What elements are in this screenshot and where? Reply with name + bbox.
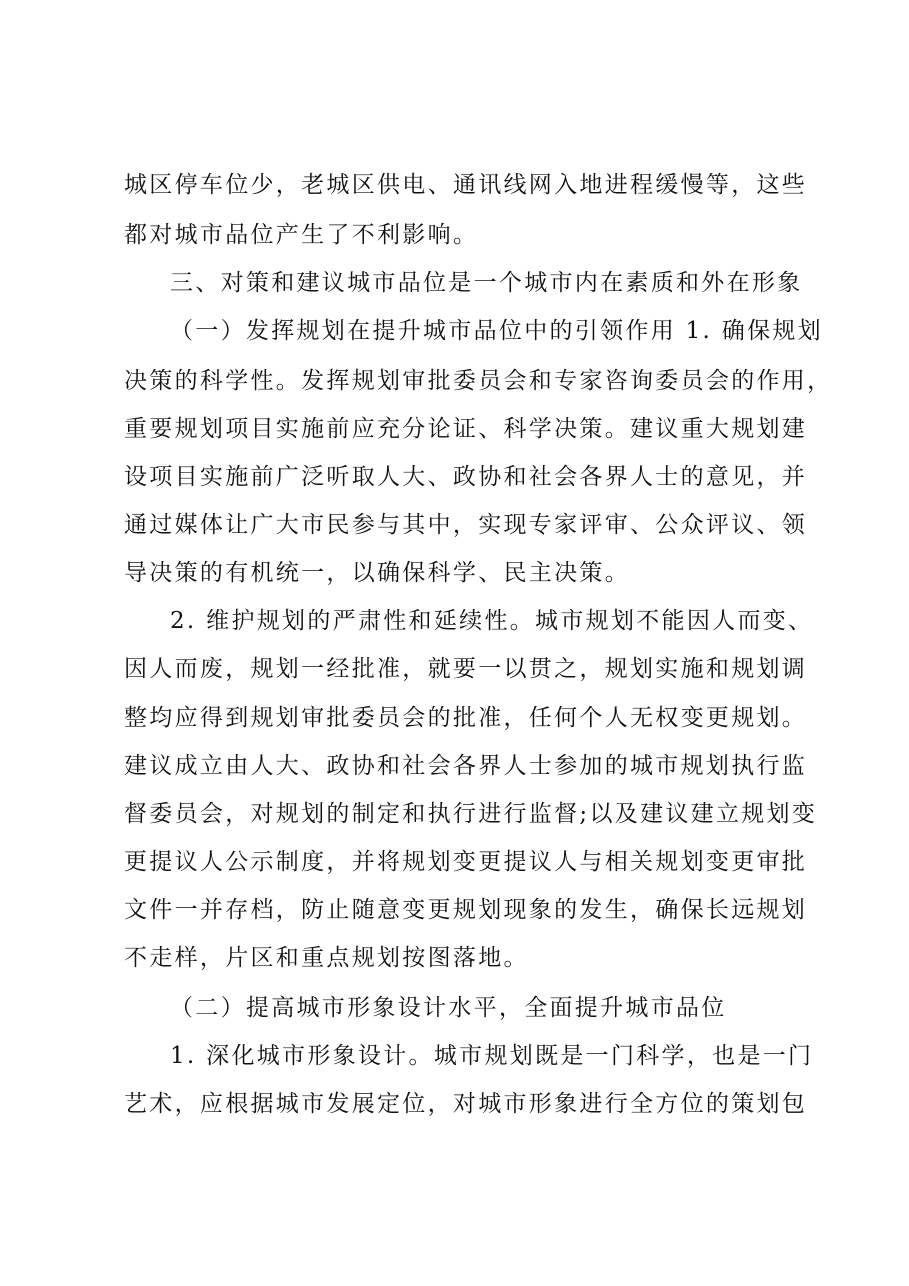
section-heading: 三、对策和建议城市品位是一个城市内在素质和外在形象 [170, 270, 803, 296]
paragraph-line: 整均应得到规划审批委员会的批准，任何个人无权变更规划。 [124, 705, 808, 731]
paragraph-line: 决策的科学性。发挥规划审批委员会和专家咨询委员会的作用， [124, 368, 833, 394]
paragraph-line: 不走样，片区和重点规划按图落地。 [124, 945, 529, 971]
paragraph-line: 1. 深化城市形象设计。城市规划既是一门科学，也是一门 [170, 1043, 814, 1069]
subsection-heading: （二）提高城市形象设计水平，全面提升城市品位 [170, 995, 727, 1021]
paragraph-line: 重要规划项目实施前应充分论证、科学决策。建议重大规划建 [124, 416, 808, 442]
paragraph-line: 城区停车位少，老城区供电、通讯线网入地进程缓慢等，这些 [124, 172, 808, 198]
paragraph-line: 设项目实施前广泛听取人大、政协和社会各界人士的意见，并 [124, 464, 808, 490]
paragraph-line: 因人而废，规划一经批准，就要一以贯之，规划实施和规划调 [124, 656, 808, 682]
paragraph-line: 导决策的有机统一，以确保科学、民主决策。 [124, 560, 630, 586]
paragraph-line: 更提议人公示制度，并将规划变更提议人与相关规划变更审批 [124, 849, 808, 875]
paragraph-line: 建议成立由人大、政协和社会各界人士参加的城市规划执行监 [124, 753, 808, 779]
paragraph-line: 都对城市品位产生了不利影响。 [124, 222, 479, 248]
paragraph-line: 督委员会，对规划的制定和执行进行监督;以及建议建立规划变 [124, 801, 818, 827]
paragraph-line: 2. 维护规划的严肃性和延续性。城市规划不能因人而变、 [170, 608, 814, 634]
paragraph-line: 艺术，应根据城市发展定位，对城市形象进行全方位的策划包 [124, 1091, 808, 1117]
subsection-heading: （一）发挥规划在提升城市品位中的引领作用 1. 确保规划 [170, 318, 823, 344]
paragraph-line: 文件一并存档，防止随意变更规划现象的发生，确保长远规划 [124, 897, 808, 923]
paragraph-line: 通过媒体让广大市民参与其中，实现专家评审、公众评议、领 [124, 512, 808, 538]
